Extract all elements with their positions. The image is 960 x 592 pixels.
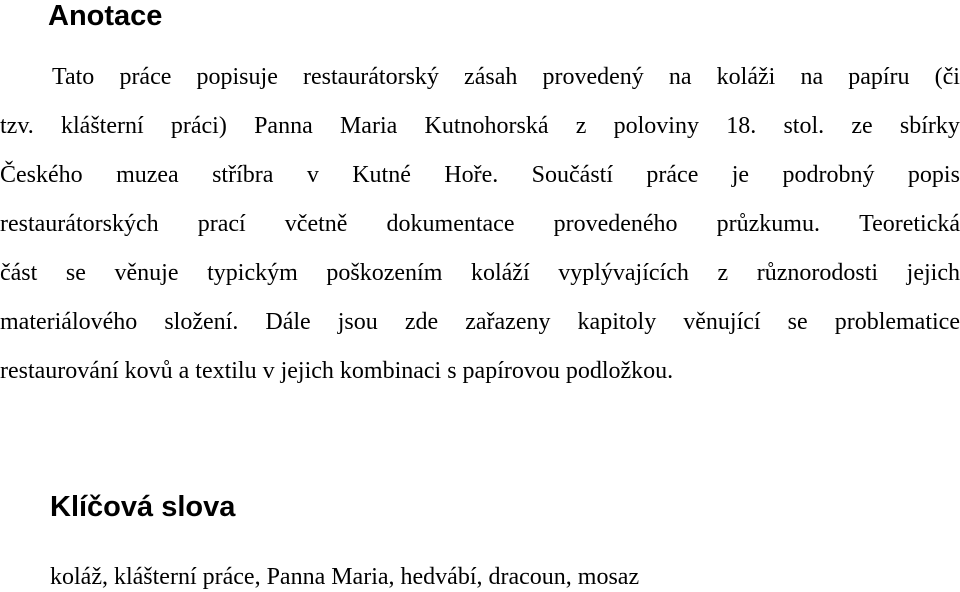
paragraph-word: jsou [337, 309, 378, 335]
paragraph-word: podrobný [782, 162, 875, 188]
paragraph-word: prací [197, 211, 246, 237]
paragraph-word: Kutnohorská [424, 113, 549, 139]
paragraph-word: věnuje [114, 260, 179, 286]
paragraph-word: koláží [470, 260, 530, 286]
paragraph-word: Panna [254, 113, 313, 139]
paragraph-word: (či [934, 64, 960, 90]
paragraph-word: papíru [848, 64, 910, 90]
paragraph-word: 18. [726, 113, 757, 139]
paragraph-word: dokumentace [386, 211, 515, 237]
paragraph-word: na [668, 64, 692, 90]
paragraph-word: věnující [683, 309, 761, 335]
paragraph-word: v [306, 162, 319, 188]
paragraph-word: Dále [265, 309, 311, 335]
paragraph-word: se [787, 309, 808, 335]
paragraph-word: poškozením [326, 260, 443, 286]
paragraph-word: zde [404, 309, 439, 335]
paragraph-word: popis [907, 162, 960, 188]
paragraph-word: Maria [339, 113, 398, 139]
paragraph-word: včetně [284, 211, 348, 237]
paragraph-word: Českého [0, 162, 83, 188]
paragraph-word: kapitoly [577, 309, 657, 335]
paragraph-word: jejich [906, 260, 960, 286]
paragraph-line [0, 160, 960, 209]
paragraph-line [0, 209, 960, 258]
paragraph-word: popisuje [196, 64, 278, 90]
keywords-text: koláž, klášterní práce, Panna Maria, hedvábí, dracoun, mosaz [50, 564, 640, 590]
paragraph-word: zařazeny [465, 309, 551, 335]
paragraph-word: provedeného [553, 211, 678, 237]
paragraph-word: vyplývajících [558, 260, 689, 286]
paragraph-word: práce [119, 64, 172, 90]
paragraph-word: sbírky [899, 113, 960, 139]
paragraph-word: Kutné [352, 162, 411, 188]
paragraph-word: muzea [116, 162, 179, 188]
paragraph-word: tzv. [0, 113, 34, 139]
paragraph-word: složení. [164, 309, 239, 335]
annotation-paragraph [0, 62, 960, 405]
paragraph-word: materiálového [0, 309, 138, 335]
paragraph-word: práci) [170, 113, 227, 139]
paragraph-word: Součástí [531, 162, 613, 188]
paragraph-word: z [717, 260, 729, 286]
paragraph-line-last [0, 356, 960, 405]
paragraph-line [0, 307, 960, 356]
paragraph-word: restaurátorských [0, 211, 159, 237]
paragraph-line [0, 258, 960, 307]
paragraph-word: klášterní [61, 113, 144, 139]
paragraph-line-text: restaurování kovů a textilu v jejich kombinaci s papírovou podložkou. [0, 358, 674, 384]
paragraph-word: provedený [542, 64, 644, 90]
paragraph-word: Hoře. [444, 162, 499, 188]
paragraph-word: ze [851, 113, 873, 139]
paragraph-word: koláži [716, 64, 776, 90]
paragraph-word: Tato [52, 64, 95, 90]
paragraph-word: se [65, 260, 86, 286]
keywords-heading: Klíčová slova [50, 491, 236, 523]
paragraph-word: průzkumu. [716, 211, 820, 237]
paragraph-word: zásah [464, 64, 518, 90]
paragraph-word: restaurátorský [302, 64, 439, 90]
paragraph-word: je [731, 162, 750, 188]
paragraph-word: stříbra [212, 162, 274, 188]
paragraph-line [0, 111, 960, 160]
paragraph-word: problematice [834, 309, 960, 335]
paragraph-word: část [0, 260, 38, 286]
annotation-heading: Anotace [48, 0, 163, 32]
paragraph-word: z [575, 113, 587, 139]
paragraph-word: různorodosti [756, 260, 879, 286]
paragraph-word: typickým [207, 260, 298, 286]
paragraph-word: stol. [783, 113, 825, 139]
paragraph-word: na [800, 64, 824, 90]
paragraph-line [0, 62, 960, 111]
paragraph-word: Teoretická [859, 211, 960, 237]
paragraph-word: práce [646, 162, 699, 188]
paragraph-word: poloviny [613, 113, 699, 139]
